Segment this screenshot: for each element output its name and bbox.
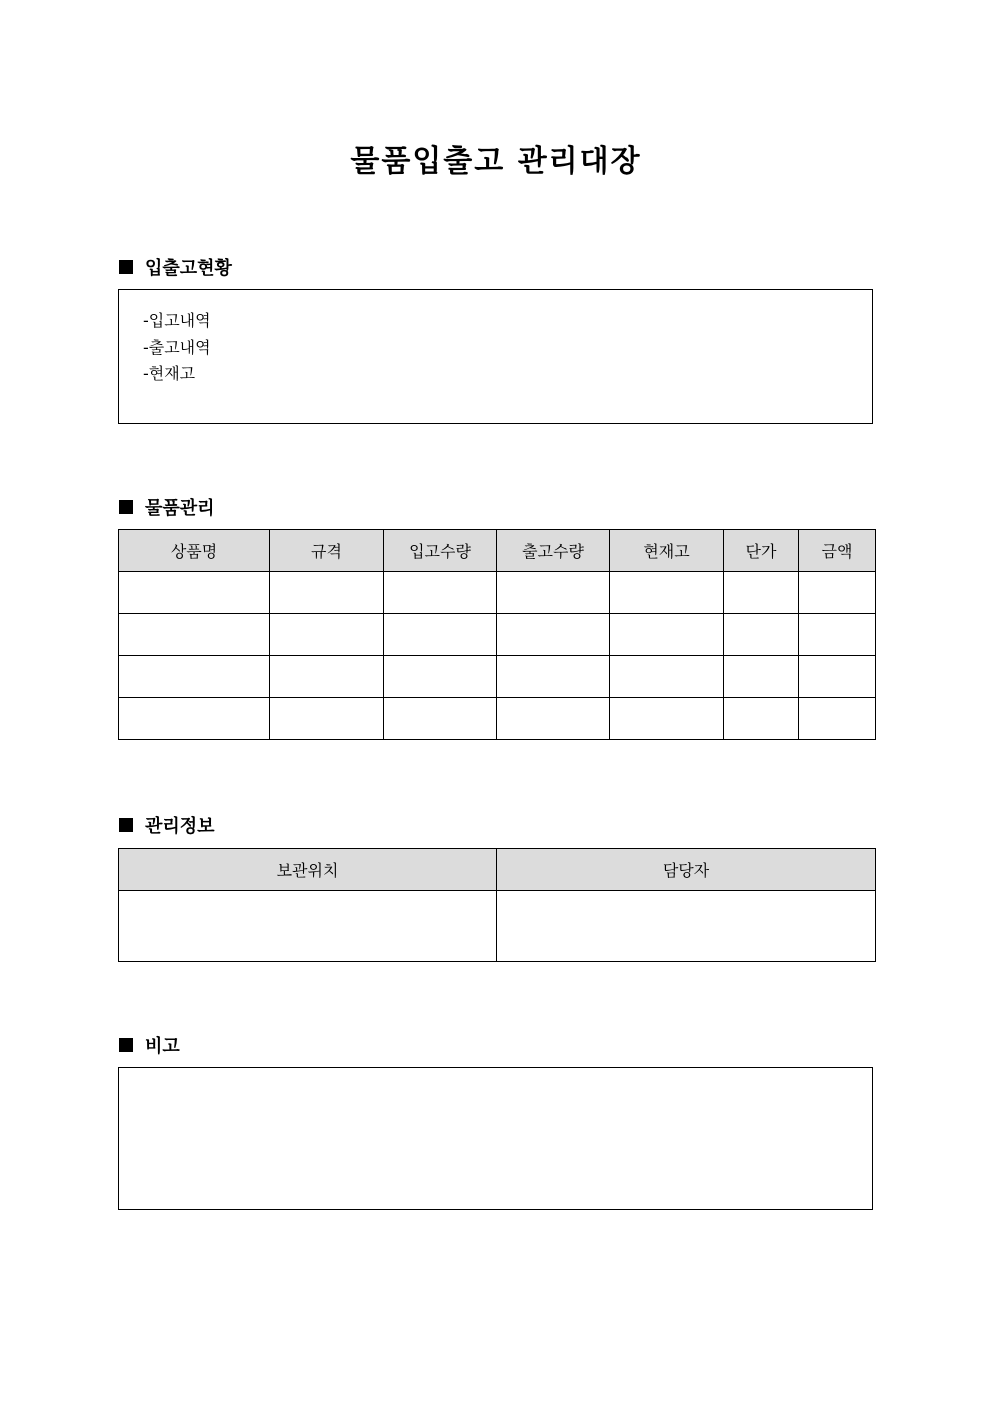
table-cell[interactable]: [119, 656, 270, 698]
table-cell[interactable]: [384, 698, 497, 740]
table-cell[interactable]: [119, 698, 270, 740]
column-header-amount: 금액: [799, 530, 876, 572]
column-header-product-name: 상품명: [119, 530, 270, 572]
column-header-inbound-qty: 입고수량: [384, 530, 497, 572]
page-title: 물품입출고 관리대장: [350, 144, 642, 179]
table-cell[interactable]: [119, 614, 270, 656]
column-header-current-stock: 현재고: [610, 530, 724, 572]
table-row: [119, 891, 876, 962]
items-table: [118, 529, 876, 740]
square-bullet-icon: [119, 1038, 133, 1052]
table-cell[interactable]: [799, 656, 876, 698]
section-title: 관리정보: [145, 816, 215, 837]
table-cell[interactable]: [610, 614, 724, 656]
table-cell[interactable]: [610, 656, 724, 698]
table-header-row: [119, 530, 876, 572]
table-cell[interactable]: [724, 614, 799, 656]
table-cell[interactable]: [270, 656, 384, 698]
section-heading-info: [119, 812, 215, 838]
table-cell[interactable]: [724, 698, 799, 740]
section-title: 비고: [145, 1036, 180, 1057]
table-cell[interactable]: [497, 572, 610, 614]
column-header-spec: 규격: [270, 530, 384, 572]
table-cell[interactable]: [270, 572, 384, 614]
table-cell[interactable]: [799, 698, 876, 740]
table-cell[interactable]: [384, 572, 497, 614]
table-cell[interactable]: [799, 572, 876, 614]
table-cell[interactable]: [497, 698, 610, 740]
table-row: [119, 656, 876, 698]
table-cell[interactable]: [497, 656, 610, 698]
square-bullet-icon: [119, 260, 133, 274]
column-header-outbound-qty: 출고수량: [497, 530, 610, 572]
table-cell[interactable]: [497, 614, 610, 656]
section-heading-items: [119, 494, 215, 520]
table-row: [119, 698, 876, 740]
storage-location-field[interactable]: [119, 891, 497, 962]
table-cell[interactable]: [270, 614, 384, 656]
section-heading-status: [119, 254, 232, 280]
table-row: [119, 614, 876, 656]
table-cell[interactable]: [724, 656, 799, 698]
status-line-outbound: -출고내역: [143, 337, 211, 357]
status-box[interactable]: [118, 289, 873, 424]
table-cell[interactable]: [384, 614, 497, 656]
table-cell[interactable]: [724, 572, 799, 614]
column-header-unit-price: 단가: [724, 530, 799, 572]
status-line-stock: -현재고: [143, 364, 196, 383]
column-header-storage-location: 보관위치: [119, 849, 497, 891]
info-table: [118, 848, 876, 962]
table-row: [119, 572, 876, 614]
table-cell[interactable]: [610, 572, 724, 614]
status-line-inbound: -입고내역: [143, 311, 211, 330]
table-cell[interactable]: [384, 656, 497, 698]
table-cell[interactable]: [119, 572, 270, 614]
section-heading-remarks: [119, 1032, 180, 1058]
section-title: 입출고현황: [145, 258, 232, 279]
manager-field[interactable]: [497, 891, 876, 962]
table-cell[interactable]: [799, 614, 876, 656]
table-header-row: [119, 849, 876, 891]
column-header-manager: 담당자: [497, 849, 876, 891]
remarks-box[interactable]: [118, 1067, 873, 1210]
table-cell[interactable]: [610, 698, 724, 740]
square-bullet-icon: [119, 500, 133, 514]
section-title: 물품관리: [145, 498, 215, 519]
square-bullet-icon: [119, 818, 133, 832]
table-cell[interactable]: [270, 698, 384, 740]
